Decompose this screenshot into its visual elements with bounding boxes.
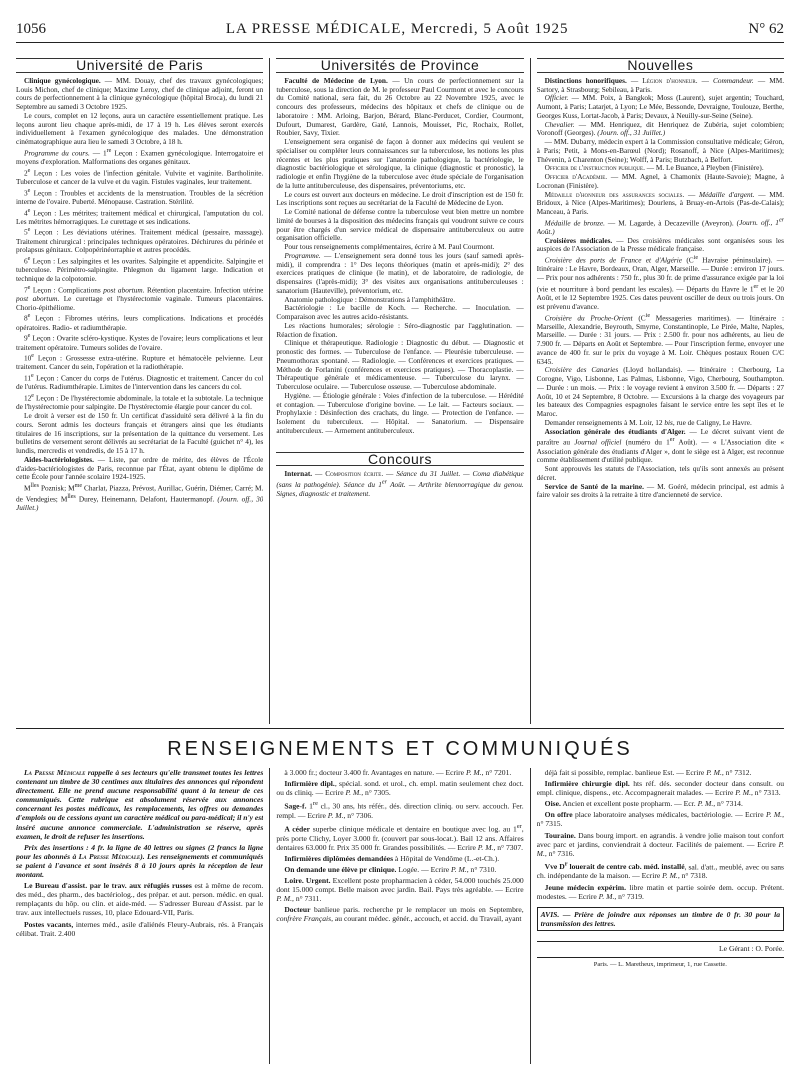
paragraph: Croisière des ports de France et d'Algérie ($C^{ie}$ Havraise péninsulaire). — Itinéraire : Le Havre, Bordeaux, Oran, Alger, Marseille. — Durée : environ 17 jours. — Prix pour nos adhérents : 750 fr., plus 30 fr. de prime d'assurance exigée par la loi (vie et nourriture à bord pendant les escales). — Départs du Havre le 1er et le 20 Août, et le 12 Septembre 1925. Ces dates peuvent osciller de deux ou trois jours. On est prévenu d'avance.: [536, 255, 785, 311]
universites-province-body: [276, 77, 523, 436]
paragraph: Demander renseignements à M. Loir, 12 bis, rue de Caligny, Le Havre.: [544, 417, 752, 427]
paragraph: Croisière des Canaries (Lloyd hollandais). — Itinéraire : Cherbourg, La Corogne, Vigo, Lisbonne, Las Palmas, Lisbonne, Vigo, Cherbourg, Southampton. — Durée : un mois. — Prix : le voyage revient à environ 3.500 fr. — Départs : 27 Août, 10 et 24 Septembre, 8 Octobre. — Excursions à la charge des voyageurs par les bateaux des Compagnies espagnoles faisant le service entre les sept îles et le Maroc.: [536, 365, 785, 419]
paragraph: Loire. Urgent. Excellent poste propharmacien à céder, 54.000 touchés 25.000 dont 15.000 compt. Belle maison avec jardin. Bail. Pays très agréable. — Ecrire P. M., n° 7311.: [276, 876, 524, 904]
page-number: 1056: [16, 20, 46, 37]
paragraph: Clinique gynécologique. — MM. Douay, chef des travaux gynécologiques; Louis Michon, chef de clinique; Maxime Leroy, chef de clinique adjoint, feront un cours de perfectionnement à la clinique gynécologique (hôpital Broca), du lundi 21 Septembre au samedi 3 Octobre 1925.: [16, 75, 264, 111]
announcements-column-2: [276, 768, 523, 1064]
paragraph: 3e Leçon : Troubles et accidents de la menstruation. Troubles de la sécrétion interne de l'ovaire. Puberté. Ménopause. Castration. Stérilité.: [16, 187, 264, 206]
paragraph: Anatomie pathologique : Démonstrations à l'amphithéâtre.: [284, 294, 456, 304]
paragraph: Officier de l'instruction publique. — M. Le Buance, à Pleyben (Finistère).: [544, 163, 764, 173]
paragraph: Croisière du Proche-Orient ($C^{ie}$ Messageries maritimes). — Itinéraire : Marseille, Alexandrie, Beyrouth, Smyrne, Constantinople, Le Pirée, Malte, Naples, Marseille. — Durée : 31 jours. — Prix : 2.500 fr. pour nos adhérents, au lieu de 7.900 fr. — Départs en Août et Septembre. — Pour l'inscription ferme, envoyer une avance de 400 fr. sur le prix du voyage à M. Loir. Chèques postaux Rouen C/C 6345.: [536, 312, 785, 366]
universite-paris-body: [16, 77, 263, 513]
paragraph: Programme. — L'enseignement sera donné tous les jours (sauf samedi après-midi), il comprendra : 1° Des leçons théoriques (matin et après-midi); 2° des exercices pratiques de clinique (le matin), et de laboratoire, de radiologie, de dispensaires (l'après-midi); 3° des visites aux organisations antituberculeuses : sanatorium (Hauteville), préventorium, etc.: [276, 250, 524, 295]
paragraph: Le droit à verser est de 150 fr. Un certificat d'assiduité sera délivré à la fin du cours. Seront admis les docteurs français et étrangers ainsi que les étudiants titulaires de 16 inscriptions, sur la présentation de la quittance du versement. Les bulletins de versement seront délivrés au secrétariat de la Faculté (guichet n° 4), les lundis, mercredis et vendredis, de 15 à 17 h.: [16, 411, 264, 456]
section-title-nouvelles: Nouvelles: [537, 58, 784, 73]
announcements-title: RENSEIGNEMENTS ET COMMUNIQUÉS: [167, 738, 633, 760]
paragraph: A céder superbe clinique médicale et dentaire en boutique avec log. au 1er, près porte Clichy, Loyer 3.000 fr. (couvert par sous-locat.). Bail 12 ans. Affaires dentaires 63.000 fr. Prix 35 000 fr. Grandes possibilités. — Ecrire P. M., n° 7307.: [276, 823, 524, 852]
paragraph: Oise. Ancien et excellent poste propharm. — Ecr. P. M., n° 7314.: [544, 799, 743, 809]
paragraph: 11e Leçon : Cancer du corps de l'utérus. Diagnostic et traitement. Cancer du col de l'utérus. Radiumthérapie. Limites de l'intervention dans les cancers du col.: [16, 373, 264, 392]
paragraph: On demande une élève pr clinique. Logée. — Ecrire P. M., n° 7310.: [284, 864, 497, 874]
paragraph: Sont approuvés les statuts de l'Association, tels qu'ils sont annexés au présent décret.: [536, 464, 785, 482]
paragraph: Clinique et thérapeutique. Radiologie : Diagnostic du début. — Diagnostic et pronostic des formes. — Tuberculose de l'enfance. — Pleurésie tuberculeuse. — Pneumothorax spontané. — Radiologie. — Conférences et exercices pratiques. — Méthode de Forlanini (conférences et exercices pratiques). — Thoracoplastie. — Thérapeutique générale et médicamenteuse. — Tuberculose du larynx. — Tuberculose oculaire. — Tuberculose osseuse. — Tuberculose abdominale.: [276, 338, 524, 391]
column-universite-paris: [16, 58, 263, 724]
paragraph: Le cours est ouvert aux docteurs en médecine. Le droit d'inscription est de 150 fr. Les inscriptions sont reçues au secrétariat de la Faculté de Médecine de Lyon.: [276, 189, 524, 208]
paragraph: Bactériologie : Le bacille de Koch. — Recherche. — Inoculation. — Comparaison avec les autres acido-résistants.: [276, 303, 524, 321]
announcements-columns: [16, 768, 784, 1064]
paragraph: On offre place laboratoire analyses médicales, bactériologie. — Ecrire P. M., n° 7315.: [536, 810, 784, 829]
news-columns: [16, 58, 784, 724]
paragraph: Association générale des étudiants d'Alger. — Le décret suivant vient de paraître au Journal officiel (numéro du 1er Août). — « L'Association dite « Association générale des étudiants d'Alger », dont le siège est à Alger, est reconnue comme établissement d'utilité publique.: [536, 426, 785, 465]
paragraph: — MM. Dubarry, médecin expert à la Commission consultative médicale; Géron, à Paris; Petit, à Mons-en-Barœul (Nord); Rosanoff, à Nice (Alpes-Maritimes); Thévenin, à Charenton (Seine); Wolff, à Paris; Butzbach, à Belfort.: [536, 137, 785, 164]
paragraph: Aides-bactériologistes. — Liste, par ordre de mérite, des élèves de l'École d'aides-bactériologistes de Paris, reconnue par l'État, ayant obtenu le diplôme de cette École pour l'année scolaire 1924-1925.: [16, 454, 264, 482]
announcements-column-3: [537, 768, 784, 1064]
column-divider: [269, 58, 270, 724]
section-divider: [16, 728, 784, 729]
paragraph: Programme du cours. — 1re Leçon : Examen gynécologique. Interrogatoire et moyens d'exploration. Malformations des organes génitaux.: [16, 147, 264, 166]
paragraph: Officier. — MM. Poix, à Bangkok; Moss (Laurent), sujet argentin; Touchard, Aumont, à Paris; Latarjet, à Lyon; Le Mée, Bessonde, Devraigne, Toulouze, Berthe, Georges Kuss, Lortat-Jacob, à Paris; Devaux, à Neuilly-sur-Seine (Seine).: [536, 93, 785, 120]
paragraph: Postes vacants, internes méd., asile d'aliénés Fleury-Aubrais, rés. à Français célibat. Trait. 2.400: [16, 919, 264, 938]
paragraph: Docteur banlieue paris. recherche pr le remplacer un mois en Septembre, confrère Français, au courant médec. génér., accouch, et accid. du Travail, ayant: [276, 905, 524, 924]
paragraph: à 3.000 fr.; docteur 3.400 fr. Avantages en nature. — Ecrire P. M., n° 7201.: [284, 768, 512, 777]
paragraph: Le cours, complet en 12 leçons, aura un caractère essentiellement pratique. Les leçons auront lieu chaque après-midi, de 17 à 19 h. Les élèves seront exercés individuellement à l'examen gynécologique des malades. Une démonstration cinématographique aura lieu le samedi 3 Octobre, à 18 h.: [16, 110, 264, 146]
paragraph: 12e Leçon : De l'hystérectomie abdominale, la totale et la subtotale. La technique de l'hystérectomie pour salpingite. De l'hystérectomie élargie pour cancer du col.: [16, 393, 264, 412]
paragraph: 9e Leçon : Ovarite scléro-kystique. Kystes de l'ovaire; leurs complications et leur traitement opératoire. Tumeurs solides de l'ovaire.: [16, 333, 264, 352]
concours-body: [276, 470, 523, 499]
section-title-concours: Concours: [276, 452, 523, 467]
section-title-universite-paris: Université de Paris: [16, 58, 263, 73]
gerant-line: Le Gérant : O. Porée.: [537, 941, 784, 953]
paragraph: Jeune médecin expérim. libre matin et partie soirée dem. occup. Prétent. modestes. — Ecrire P. M., n° 7319.: [536, 882, 784, 901]
paragraph: Service de Santé de la marine. — M. Goéré, médecin principal, est admis à faire valoir ses droits à la retraite à titre d'ancienneté de service.: [536, 481, 784, 500]
announcements-column-3-body: [537, 768, 784, 901]
paragraph: 6e Leçon : Les salpingites et les ovarites. Salpingite et appendicite. Salpingite et tuberculose. Périmétro-salpingite. Phlegmon du ligament large. Indication et technique de la colpotomie.: [16, 256, 264, 284]
column-divider: [530, 768, 531, 1064]
section-title-universites-province: Universités de Province: [276, 58, 523, 73]
paragraph: 5e Leçon : Les déviations utérines. Traitement médical (pessaire, massage). Traitement chirurgical : principales techniques opératoires. Déchirures du périnée et prolapsus génitaux. Colpopérinéorraphie et autres procédés.: [16, 227, 264, 255]
paragraph: Distinctions honorifiques. — Légion d'honneur. — Commandeur. — MM. Sartory, à Strasbourg; Sebileau, à Paris.: [536, 75, 785, 94]
paragraph: 4e Leçon : Les métrites; traitement médical et chirurgical, l'amputation du col. Les métrites hémorragiques. Le curettage et ses indications.: [16, 207, 264, 226]
paragraph: Infirmières diplômées demandées à Hôpital de Vendôme (L.-et-Ch.).: [284, 853, 500, 863]
paragraph: 8e Leçon : Fibromes utérins, leurs complications. Indications et procédés opératoires. Radio- et radiumthérapie.: [16, 313, 264, 332]
column-divider: [530, 58, 531, 724]
paragraph: Infirmière dipl., spécial. sond. et urol., ch. empl. matin seulement chez doct. ou ds cliniq. — Ecrire P. M., n° 7305.: [276, 779, 524, 798]
paragraph: Le Comité national de défense contre la tuberculose veut bien mettre un nombre limité de bourses à la disposition des médecins français qui voudront suivre ce cours pour être chargés d'un service médical de dispensaire antituberculeux ou autre organisation officielle.: [276, 207, 524, 243]
paragraph: Prix des insertions : 4 fr. la ligne de 40 lettres ou signes (2 francs la ligne pour les abonnés à La Presse Médicale). Les renseignements et communiqués se paient à l'avance et sont insérés 8 à 10 jours après la réception de leur montant.: [16, 842, 264, 880]
paragraph: Croisières médicales. — Des croisières médicales sont organisées sous les auspices de l'Association de la Presse médicale française.: [536, 235, 785, 254]
paragraph: $M^{lles}$ Poznisk; $M^{me}$ Charlat, Piazza, Prévost, Aurillac, Guérin, Diémer, Carré; M. de Vendegies; $M^{lles}$ Durey, Heinemann, Delafont, Hautermanopf. (Journ. off., 30 Juillet.): [16, 483, 264, 513]
paragraph: Médaille d'honneur des assurances sociales. — Médaille d'argent. — MM. Bridoux, à Nice (Alpes-Maritimes); Dourlens, à Bruay-en-Artois (Pas-de-Calais); Manceau, à Paris.: [536, 189, 785, 216]
paragraph: Hygiène. — Étiologie générale : Voies d'infection de la tuberculose. — Hérédité et contagion. — Tuberculose d'origine bovine. — Le lait. — Facteurs sociaux. — Prophylaxie : Désinfection des crachats, du linge. — Protection de l'enfance. — Isolement du tuberculeux. — Hôpital. — Sanatorium. — Dispensaire antituberculeux. — Armement antituberculeux.: [276, 390, 524, 435]
paragraph: Infirmière chirurgie dipl. hts réf. dés. seconder docteur dans consult. ou empl. clinique, dispens., etc. Accompagnerait malades. — Ecrire P. M., n° 7313.: [536, 779, 784, 798]
paragraph: Vve $D^r$ louerait de centre cab. méd. installé, sal. d'att., meublé, avec ou sans ch. indépendante de la maison. — Ecrire P. M., n° 7318.: [536, 860, 784, 881]
paragraph: Chevalier. — MM. Henriquez, dit Henriquez de Zubéria, sujet colombien; Voronoff (Georges). (Journ. off., 31 Juillet.): [536, 119, 785, 138]
paragraph: Internat. — Composition écrite. — Séance du 31 Juillet. — Coma diabétique (sans la pathogénie). Séance du 1er Août. — Arthrite blennorragique du genou. Signes, diagnostic et traitement.: [276, 469, 524, 499]
journal-title: LA PRESSE MÉDICALE, Mercredi, 5 Août 1925: [225, 20, 569, 37]
paragraph: 10e Leçon : Grossesse extra-utérine. Rupture et hématocèle pelvienne. Leur traitement. Cancer du sein, l'opération et la radiothérapie.: [16, 353, 264, 372]
paragraph: Les réactions humorales; sérologie : Séro-diagnostic par l'agglutination. — Réaction de fixation.: [276, 320, 524, 339]
column-universites-province: [276, 58, 523, 724]
paragraph: 7e Leçon : Complications post abortum. Rétention placentaire. Infection utérine post abortum. Le curettage et l'hystérectomie vaginale. Tumeurs placentaires. Chorio-épithéliome.: [16, 284, 264, 312]
paragraph: Médaille de bronze. — M. Lagarde, à Decazeville (Aveyron). (Journ. off., 1er Août.): [536, 217, 785, 236]
paragraph: 2e Leçon : Les voies de l'infection génitale. Vulvite et vaginite. Bartholinite. Tuberculose et cancer de la vulve et du vagin. Fistules vaginales, leur traitement.: [16, 167, 264, 186]
announcements-column-1: [16, 768, 263, 1064]
paragraph: Faculté de Médecine de Lyon. — Un cours de perfectionnement sur la tuberculose, sous la direction de M. le professeur Paul Courmont et avec le concours du Comité national, sera fait, du 26 Octobre au 22 Novembre 1925, avec le concours des professeurs, médecins des hôpitaux et chefs de clinique ou de laboratoire : MM. Arloing, Barjon, Bérard, Blanc-Perducet, Cordier, Courmont, Dufourt, Dumarest, Gardère, Gaté, Lannois, Mouisset, Pic, Rochaix, Rollet, Roubier, Savy, Tixier.: [276, 75, 524, 138]
avis-box: AVIS. — Prière de joindre aux réponses un timbre de 0 fr. 30 pour la transmission des lettres.: [537, 907, 784, 931]
printer-line: Paris. — L. Maretheux, imprimeur, 1, rue Cassette.: [537, 957, 784, 969]
paragraph: La Presse Médicale rappelle à ses lecteurs qu'elle transmet toutes les lettres contenant un timbre de 30 centimes aux titulaires des annonces qui répondent directement. Elle ne prend aucune responsabilité quant à la teneur de ces communiqués. Cette rubrique est absolument réservée aux annonces concernant les postes médicaux, les remplacements, les offres ou demandes d'emplois ou de cessions ayant un caractère médical ou para-médical; il n'y est inséré aucune annonce commerciale. L'administration se réserve, après examen, le droit de refuser les insertions.: [16, 768, 264, 841]
paragraph: Le Bureau d'assist. par le trav. aux réfugiés russes est à même de recom. des méd., des pharm., des bactériolog., des prépar. et aut. person. médic. en qual. remplaçants du hôp. ou clin. et aide-méd. — S'adresser Bureau d'Assist. par le trav. aux intellectuels russes, 10, place Edouard-VII, Paris.: [16, 881, 264, 918]
paragraph: déjà fait si possible, remplac. banlieue Est. — Ecrire P. M., n° 7312.: [544, 768, 752, 777]
paragraph: Pour tous renseignements complémentaires, écrire à M. Paul Courmont.: [284, 242, 495, 251]
paragraph: Sage-f. 1re cl., 30 ans, hts référ., dés. direction cliniq. ou serv. accouch. Fer. rempl. — Ecrire P. M., n° 7306.: [276, 800, 524, 820]
column-divider: [269, 768, 270, 1064]
paragraph: Officier d'Académie. — MM. Agnel, à Chamonix (Haute-Savoie); Magne, à Locronan (Finistère).: [536, 172, 785, 190]
nouvelles-body: [537, 77, 784, 500]
column-nouvelles: [537, 58, 784, 724]
page-header: [16, 18, 784, 43]
paragraph: Touraine. Dans bourg import. en agrandis. à vendre jolie maison tout confort avec parc et jardins, conviendrait à docteur. Facilités de paiement. — Ecrire P. M., n° 7316.: [536, 830, 784, 858]
paragraph: L'enseignement sera organisé de façon à donner aux médecins qui veulent se spécialiser ou compléter leurs connaissances sur la tuberculose, les notions les plus récentes et les plus pratiques sur l'anatomie pathologique, la bactériologie, le diagnostic bactériologique et sérologique, la clinique (diagnostic et pronostic), la radiologie et enfin l'hygiène de la tuberculose avec étude spéciale de l'organisation de la lutte antituberculeuse, des dispensaires, préventoriums, etc.: [276, 137, 524, 190]
issue-number: N° 62: [748, 20, 784, 37]
